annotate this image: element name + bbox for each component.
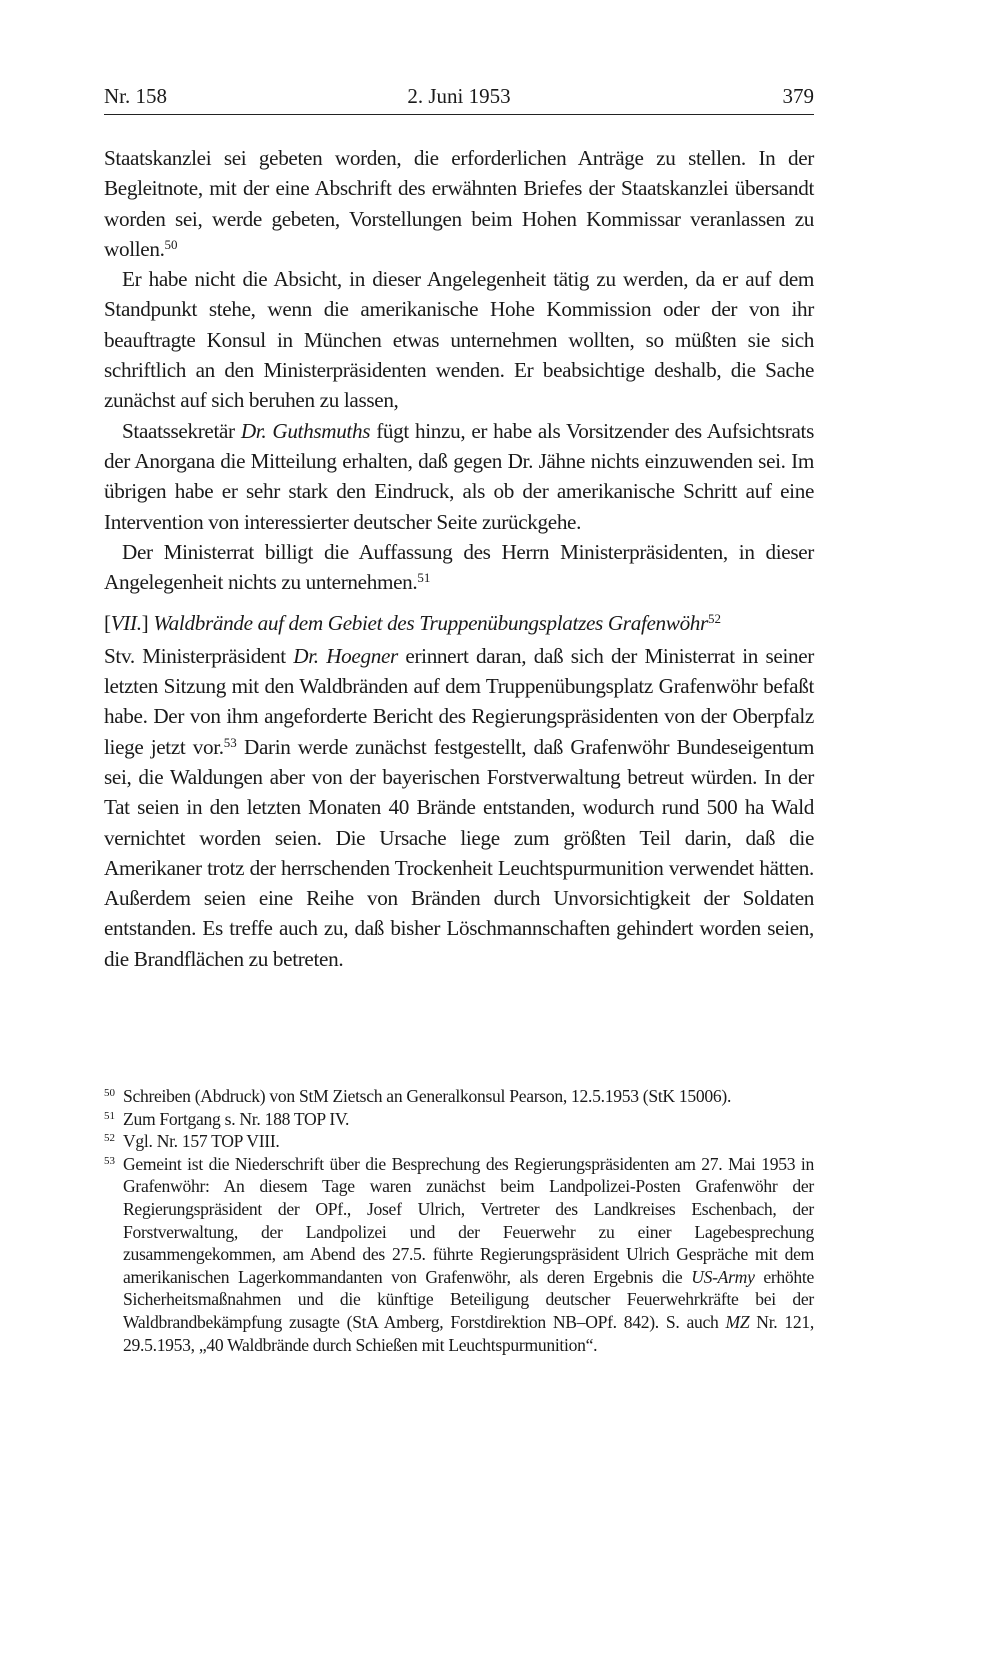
speaker-name: Dr. Guthsmuths [240, 418, 371, 443]
section-heading: [VII.] Waldbrände auf dem Gebiet des Truppenübungsplatzes Grafenwöhr$^{52}$ [104, 611, 721, 636]
footnote-ref-52[interactable]: 52 [707, 611, 721, 627]
page-number: 379 [782, 84, 814, 108]
paragraph-1: Staatskanzlei sei gebeten worden, die erforderlichen Anträge zu stellen. In der Begleitnote, mit der eine Abschrift des erwähnten Briefes der Staatskanzlei übersandt worden sei, werde gebeten, Vorstellungen beim Hohen Kommissar veranlassen zu wollen.$^{50}$ [104, 146, 814, 261]
footnote-number: 51 [104, 1109, 115, 1122]
speaker-name: Dr. Hoegner [293, 643, 398, 668]
footnote-ref-53[interactable]: 53 [223, 734, 237, 750]
section-title: Waldbrände auf dem Gebiet des Truppenübungsplatzes Grafenwöhr [153, 611, 708, 636]
footnote-ref-51[interactable]: 51 [417, 570, 431, 586]
footnote-53: 53 Gemeint ist die Niederschrift über die Besprechung des Regierungspräsidenten am 27. Mai 1953 in Grafenwöhr: An diesem Tage waren zunächst beim Landpolizei-Posten Grafenwöhr der Regierungspräsident der OPf., Josef Ulrich, Vertreter des Landkreises Eschenbach, der Forstverwaltung, der Landpolizei und der Feuerwehr zu einer Lagebesprechung zusammengekommen, am Abend des 27.5. führte Regierungspräsident Ulrich Gespräche mit dem amerikanischen Lagerkommandanten von Grafenwöhr, als deren Ergebnis die US-Army erhöhte Sicherheitsmaßnahmen und die künftige Beteiligung deutscher Feuerwehrkräfte bei der Waldbrandbekämpfung zusagte (StA Amberg, Forstdirektion NB–OPf. 842). S. auch MZ Nr. 121, 29.5.1953, „40 Waldbrände durch Schießen mit Leuchtspurmunition“. [104, 1153, 814, 1355]
footnote-text: Vgl. Nr. 157 TOP VIII. [123, 1131, 280, 1152]
footnote-number: 50 [104, 1087, 115, 1099]
main-text [104, 143, 814, 974]
paragraph-4: Der Ministerrat billigt die Auffassung des Herrn Ministerpräsidenten, in dieser Angelegenheit nichts zu unternehmen.$^{51}$ [104, 539, 814, 595]
running-header [104, 84, 814, 115]
footnote-number: 53 [104, 1154, 115, 1167]
footnote-text: Zum Fortgang s. Nr. 188 TOP IV. [123, 1108, 350, 1129]
footnotes [104, 1085, 814, 1356]
footnote-52 [104, 1130, 814, 1153]
section-number: VII. [110, 611, 142, 636]
footnote-text: Schreiben (Abdruck) von StM Zietsch an Generalkonsul Pearson, 12.5.1953 (StK 15006). [123, 1086, 732, 1106]
footnote-ref-50[interactable]: 50 [164, 236, 178, 252]
paragraph-2: Er habe nicht die Absicht, in dieser Angelegenheit tätig zu werden, da er auf dem Standpunkt stehe, wenn die amerikanische Hohe Kommission oder der von ihr beauftragte Konsul in München etwas unternehmen wollten, so müßten sie sich schriftlich an den Ministerpräsidenten wenden. Er beabsichtige deshalb, die Sache zunächst auf sich beruhen zu lassen, [104, 267, 814, 413]
document-number: Nr. 158 [104, 84, 167, 108]
footnote-50 [104, 1085, 814, 1108]
paragraph-5: Stv. Ministerpräsident Dr. Hoegner erinnert daran, daß sich der Ministerrat in seiner letzten Sitzung mit den Waldbränden auf dem Truppenübungsplatz Grafenwöhr befaßt habe. Der von ihm angeforderte Bericht des Regierungspräsidenten von der Oberpfalz liege jetzt vor.$^{53}$ Darin werde zunächst festgestellt, daß Grafenwöhr Bundeseigentum sei, die Waldungen aber von der bayerischen Forstverwaltung betreut würden. In der Tat seien in den letzten Monaten 40 Brände entstanden, wodurch rund 500 ha Wald vernichtet worden seien. Die Ursache liege zum größten Teil darin, daß die Amerikaner trotz der herrschenden Trockenheit Leuchtspurmunition verwendet hätten. Außerdem seien eine Reihe von Bränden durch Unvorsichtigkeit der Soldaten entstanden. Es treffe auch zu, daß bisher Löschmannschaften gehindert worden seien, die Brandflächen zu betreten. [104, 643, 814, 971]
footnote-51 [104, 1108, 814, 1131]
paragraph-3: Staatssekretär Dr. Guthsmuths fügt hinzu, er habe als Vorsitzender des Aufsichtsrats der Anorgana die Mitteilung erhalten, daß gegen Dr. Jähne nichts einzuwenden sei. Im übrigen habe er sehr stark den Eindruck, als ob der amerikanische Schritt auf eine Intervention von interessierter deutscher Seite zurückgehe. [104, 418, 814, 534]
header-date: 2. Juni 1953 [407, 84, 511, 108]
footnote-number: 52 [104, 1132, 115, 1145]
